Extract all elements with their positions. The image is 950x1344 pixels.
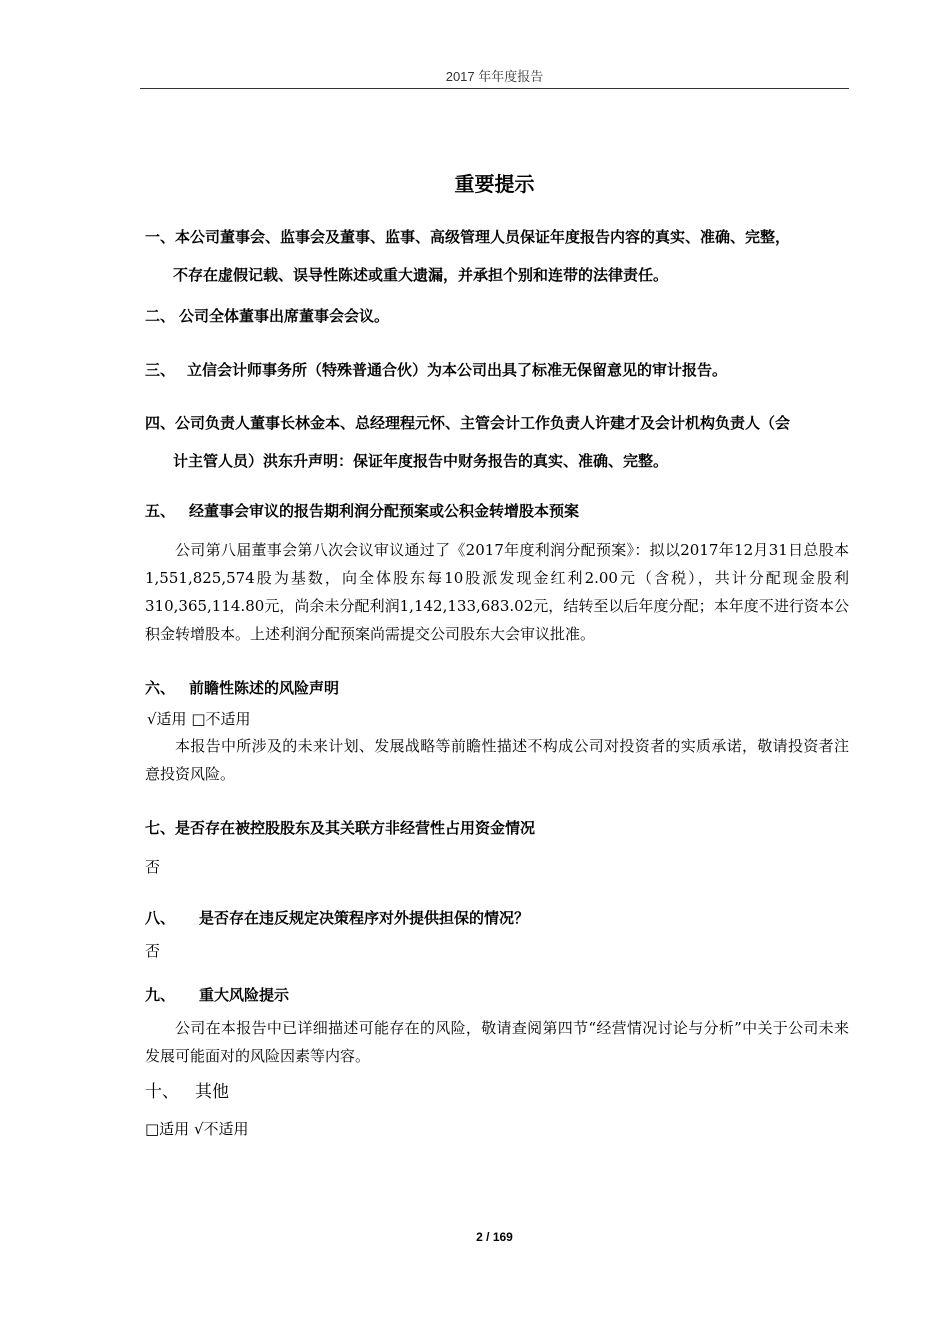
section-9-number: 九、 <box>145 986 176 1004</box>
running-header: 2017 年年度报告 <box>445 69 544 84</box>
section-8-answer: 否 <box>145 942 161 960</box>
section-6-body: 本报告中所涉及的未来计划、发展战略等前瞻性描述不构成公司对投资者的实质承诺，敬请投资者注意投资风险。 <box>145 737 849 783</box>
section-6-heading <box>145 678 339 698</box>
section-5-heading <box>145 501 579 521</box>
section-2 <box>145 306 389 326</box>
section-8-title: 是否存在违反规定决策程序对外提供担保的情况？ <box>199 909 530 927</box>
section-1-number: 一、 <box>145 228 176 246</box>
page-title: 重要提示 <box>454 172 535 196</box>
section-1 <box>145 218 850 294</box>
section-2-number: 二、 <box>145 307 176 325</box>
section-3-text: 立信会计师事务所（特殊普通合伙）为本公司出具了标准无保留意见的审计报告。 <box>187 361 728 379</box>
section-8-number: 八、 <box>145 909 176 927</box>
section-9-heading <box>145 985 289 1005</box>
section-8-heading <box>145 908 529 928</box>
section-10-number: 十、 <box>145 1082 179 1102</box>
section-5-title: 经董事会审议的报告期利润分配预案或公积金转增股本预案 <box>189 502 580 520</box>
section-7-number: 七、 <box>145 819 176 837</box>
section-10-title: 其他 <box>195 1082 229 1102</box>
section-7-heading <box>145 818 535 838</box>
section-1-line-1: 本公司董事会、监事会及董事、监事、高级管理人员保证年度报告内容的真实、准确、完整， <box>175 228 791 246</box>
section-1-line-2: 不存在虚假记载、误导性陈述或重大遗漏，并承担个别和连带的法律责任。 <box>173 266 669 284</box>
section-10-heading <box>145 1082 229 1102</box>
section-10-options: □适用 √不适用 <box>145 1120 249 1138</box>
section-6-number: 六、 <box>145 679 176 697</box>
section-3 <box>145 360 727 380</box>
section-3-number: 三、 <box>145 361 176 379</box>
section-4 <box>145 404 850 480</box>
section-6-options: √适用 □不适用 <box>147 710 251 728</box>
section-9-title: 重大风险提示 <box>199 986 290 1004</box>
section-7-answer: 否 <box>145 858 161 876</box>
header-rule <box>140 88 849 89</box>
section-4-line-1: 公司负责人董事长林金本、总经理程元怀、主管会计工作负责人许建才及会计机构负责人（会 <box>175 414 791 432</box>
section-5-number: 五、 <box>145 502 176 520</box>
section-5-body: 公司第八届董事会第八次会议审议通过了《2017年度利润分配预案》：拟以2017年12月31日总股本1,551,825,574股为基数，向全体股东每10股派发现金红利2.00元（含税），共计分配现金股利310,365,114.80元，尚余未分配利润1,142,133,683.02元，结转至以后年度分配；本年度不进行资本公积金转增股本。上述利润分配预案尚需提交公司股东大会审议批准。 <box>145 541 849 643</box>
section-6-title: 前瞻性陈述的风险声明 <box>189 679 340 697</box>
page-number: 2 / 169 <box>476 1230 513 1244</box>
section-7-title: 是否存在被控股股东及其关联方非经营性占用资金情况 <box>175 819 536 837</box>
section-9-body: 公司在本报告中已详细描述可能存在的风险，敬请查阅第四节“经营情况讨论与分析”中关于公司未来发展可能面对的风险因素等内容。 <box>145 1019 849 1065</box>
section-4-line-2: 计主管人员）洪东升声明：保证年度报告中财务报告的真实、准确、完整。 <box>173 452 669 470</box>
section-4-number: 四、 <box>145 414 176 432</box>
section-2-text: 公司全体董事出席董事会会议。 <box>179 307 390 325</box>
